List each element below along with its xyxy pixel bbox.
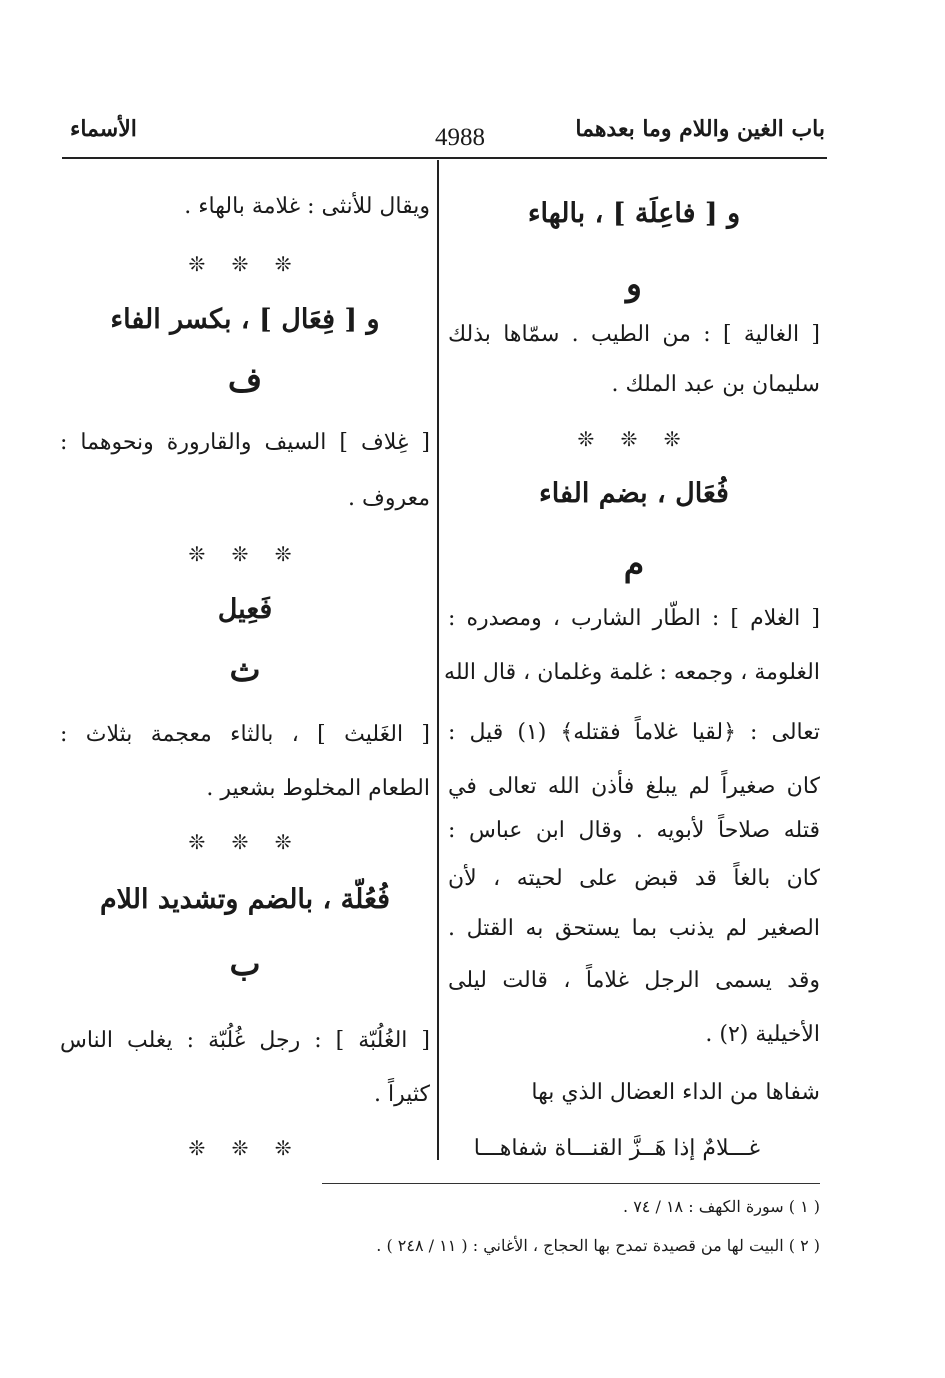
letter-heading: ث	[229, 650, 261, 689]
separator-stars: ❊ ❊ ❊	[188, 830, 302, 854]
footnote-1: ( ١ ) سورة الكهف : ١٨ / ٧٤ .	[623, 1197, 820, 1216]
text-line: كان بالغاً قد قبض على لحيته ، لأن	[448, 866, 820, 891]
letter-heading: ف	[227, 360, 263, 399]
heading: و [ فاعِلَة ] ، بالهاء	[527, 198, 741, 229]
poetry-line: شفاها من الداء العضال الذي بها	[531, 1080, 820, 1105]
footnote-2: ( ٢ ) البيت لها من قصيدة تمدح بها الحجاج ، الأغاني : ( ١١ / ٢٤٨ ) .	[376, 1236, 820, 1255]
text-line: ويقال للأنثى : غلامة بالهاء .	[184, 194, 430, 219]
separator-stars: ❊ ❊ ❊	[577, 427, 691, 451]
text-line: كان صغيراً لم يبلغ فأذن الله تعالى في	[448, 774, 820, 799]
column-divider	[437, 160, 439, 1160]
text-line: معروف .	[348, 486, 430, 511]
text-line: [ غِلاف ] السيف والقارورة ونحوهما :	[60, 430, 430, 455]
poetry-line: غـــلامٌ إذا هَــزَّ القنـــاة شفاهـــا	[473, 1136, 760, 1161]
chapter-title: باب الغين واللام وما بعدهما	[575, 116, 825, 142]
text-line: [ الغلام ] : الطّار الشارب ، ومصدره :	[448, 606, 820, 631]
text-line: الغلومة ، وجمعه : غلمة وغلمان ، قال الله	[444, 660, 820, 685]
heading: فُعُلّة ، بالضم وتشديد اللام	[99, 884, 391, 915]
heading: و [ فِعَال ] ، بكسر الفاء	[110, 304, 380, 335]
separator-stars: ❊ ❊ ❊	[188, 542, 302, 566]
heading: فَعِيل	[217, 594, 273, 625]
section-title: الأسماء	[70, 116, 137, 142]
text-line: سليمان بن عبد الملك .	[611, 372, 820, 397]
letter-heading: م	[623, 544, 645, 583]
heading: فُعَال ، بضم الفاء	[539, 478, 729, 509]
text-line: [ الغَليث ] ، بالثاء معجمة بثلاث :	[60, 722, 430, 747]
text-line: كثيراً .	[374, 1082, 430, 1107]
page-number: 4988	[435, 124, 485, 151]
letter-heading: ب	[229, 944, 261, 983]
text-line: تعالى : ﴿لقيا غلاماً فقتله﴾ (١) قيل :	[448, 720, 820, 745]
separator-stars: ❊ ❊ ❊	[188, 1136, 302, 1160]
text-line: الأخيلية (٢) .	[705, 1022, 820, 1047]
footnote-rule	[322, 1183, 820, 1184]
text-line: [ الغُلُبّة ] : رجل غُلُبّة : يغلب الناس	[60, 1028, 430, 1053]
text-line: الطعام المخلوط بشعير .	[206, 776, 430, 801]
text-line: الصغير لم يذنب بما يستحق به القتل .	[448, 916, 820, 941]
text-line: قتله صلاحاً لأبويه . وقال ابن عباس :	[448, 818, 820, 843]
letter-heading: و	[626, 264, 642, 303]
text-line: [ الغالية ] : من الطيب . سمّاها بذلك	[448, 322, 820, 347]
header-rule	[62, 157, 827, 159]
separator-stars: ❊ ❊ ❊	[188, 252, 302, 276]
text-line: وقد يسمى الرجل غلاماً ، قالت ليلى	[448, 968, 820, 993]
